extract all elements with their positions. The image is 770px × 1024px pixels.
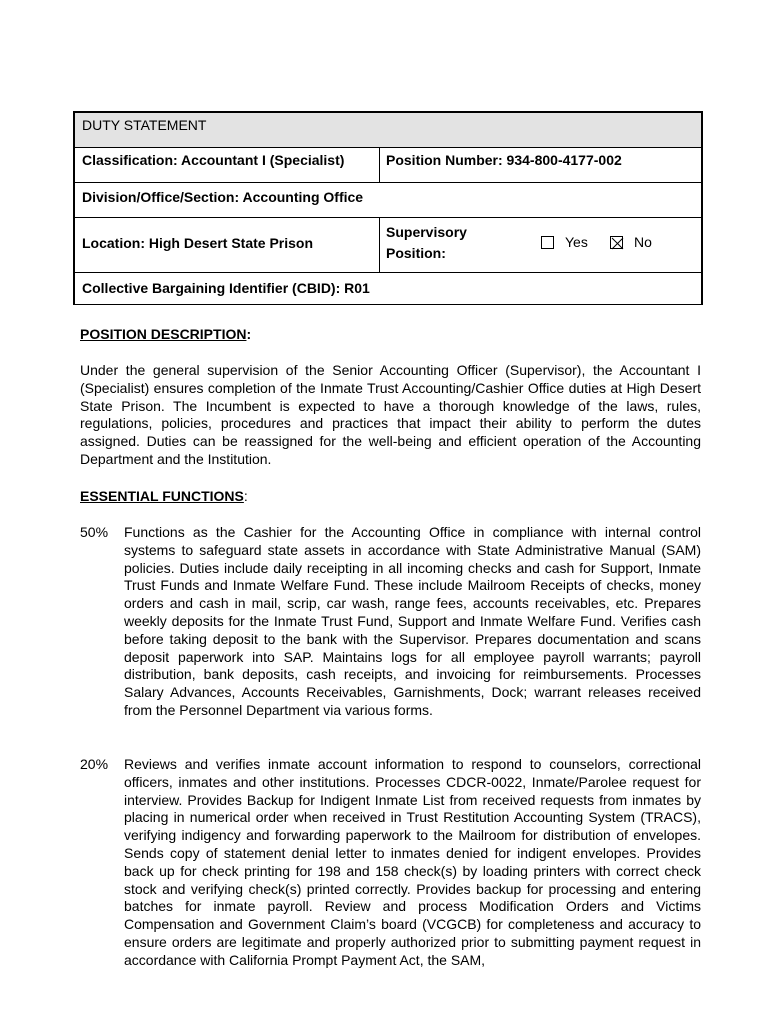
cbid-field: Collective Bargaining Identifier (CBID): R01 (82, 280, 370, 296)
essential-functions-heading-text: ESSENTIAL FUNCTIONS (80, 488, 244, 504)
duty-statement-header-row (75, 113, 701, 148)
division-row (75, 183, 701, 218)
supervisory-label-line2: Position: (386, 245, 446, 261)
checked-x-icon (611, 237, 624, 250)
position-description-text: Under the general supervision of the Senior Accounting Officer (Supervisor), the Accountant I (Specialist) ensures completion of the Inmate Trust Accounting/Cashier Office duties at High Desert State Prison. The Incumbent is expected to have a thorough knowledge of the laws, rules, regulations, policies, procedures and practices that impact their ability to perform the dutes assigned. Duties can be reassigned for the well-being and efficient operation of the Accounting Department and the Institution. (80, 362, 701, 467)
yes-label: Yes (565, 234, 588, 250)
position-description-heading (80, 325, 251, 343)
function-description: Functions as the Cashier for the Accounting Office in compliance with internal control systems to safeguard state assets in accordance with State Administrative Manual (SAM) policies. Duties include daily receipting in all incoming checks and cash for Support, Inmate Trust Funds and Inmate Welfare Fund. These include Mailroom Receipts of checks, money orders and cash in mail, scrip, car wash, range fees, accounts receivables, etc. Prepares weekly deposits for the Inmate Trust Fund, Support and Inmate Welfare Fund. Verifies cash before taking deposit to the bank with the Supervisor. Prepares documentation and scans deposit paperwork into SAP. Maintains logs for all employee payroll warrants; payroll distribution, bank deposits, cash receipts, and invoicing for reimbursements. Processes Salary Advances, Accounts Receivables, Garnishments, Dock; warrant releases received from the Personnel Department via various forms. (124, 524, 701, 718)
position-number-field: Position Number: 934-800-4177-002 (386, 152, 622, 168)
duty-statement-table (73, 111, 703, 305)
essential-functions-heading (80, 487, 248, 505)
yes-checkbox[interactable] (541, 236, 554, 249)
location-field: Location: High Desert State Prison (82, 235, 314, 251)
function-description: Reviews and verifies inmate account information to respond to counselors, correctional officers, inmates and other institutions. Processes CDCR-0022, Inmate/Parolee request for interview. Provides Backup for Indigent Inmate List from received requests from inmates by placing in numerical order when received in Trust Restitution Accounting System (TRACS), verifying indigency and forwarding paperwork to the Mailroom for distribution of envelopes. Sends copy of statement denial letter to inmates denied for indigent envelopes. Provides back up for check printing for 198 and 158 check(s) by loading printers with correct check stock and verifying check(s) printed correctly. Provides backup for processing and entering batches for inmate payroll. Review and process Modification Orders and Victims Compensation and Government Claim’s board (VCGCB) for completeness and accuracy to ensure orders are legitimate and properly authorized prior to submitting payment request in accordance with California Prompt Payment Act, the SAM, (124, 756, 701, 968)
classification-row (75, 148, 701, 183)
location-row (75, 218, 701, 273)
heading-colon: : (246, 326, 252, 342)
no-checkbox[interactable] (610, 236, 623, 249)
position-description-heading-text: POSITION DESCRIPTION (80, 326, 247, 342)
column-divider (379, 218, 380, 272)
no-label: No (634, 234, 652, 250)
column-divider (379, 148, 380, 182)
duty-statement-title: DUTY STATEMENT (82, 117, 207, 133)
function-percent: 50% (80, 524, 109, 540)
cbid-row (75, 273, 701, 305)
division-field: Division/Office/Section: Accounting Office (82, 189, 364, 205)
function-percent: 20% (80, 756, 109, 772)
classification-field: Classification: Accountant I (Specialist) (82, 152, 345, 168)
heading-colon: : (243, 488, 248, 504)
supervisory-label-line1: Supervisory (386, 224, 467, 240)
